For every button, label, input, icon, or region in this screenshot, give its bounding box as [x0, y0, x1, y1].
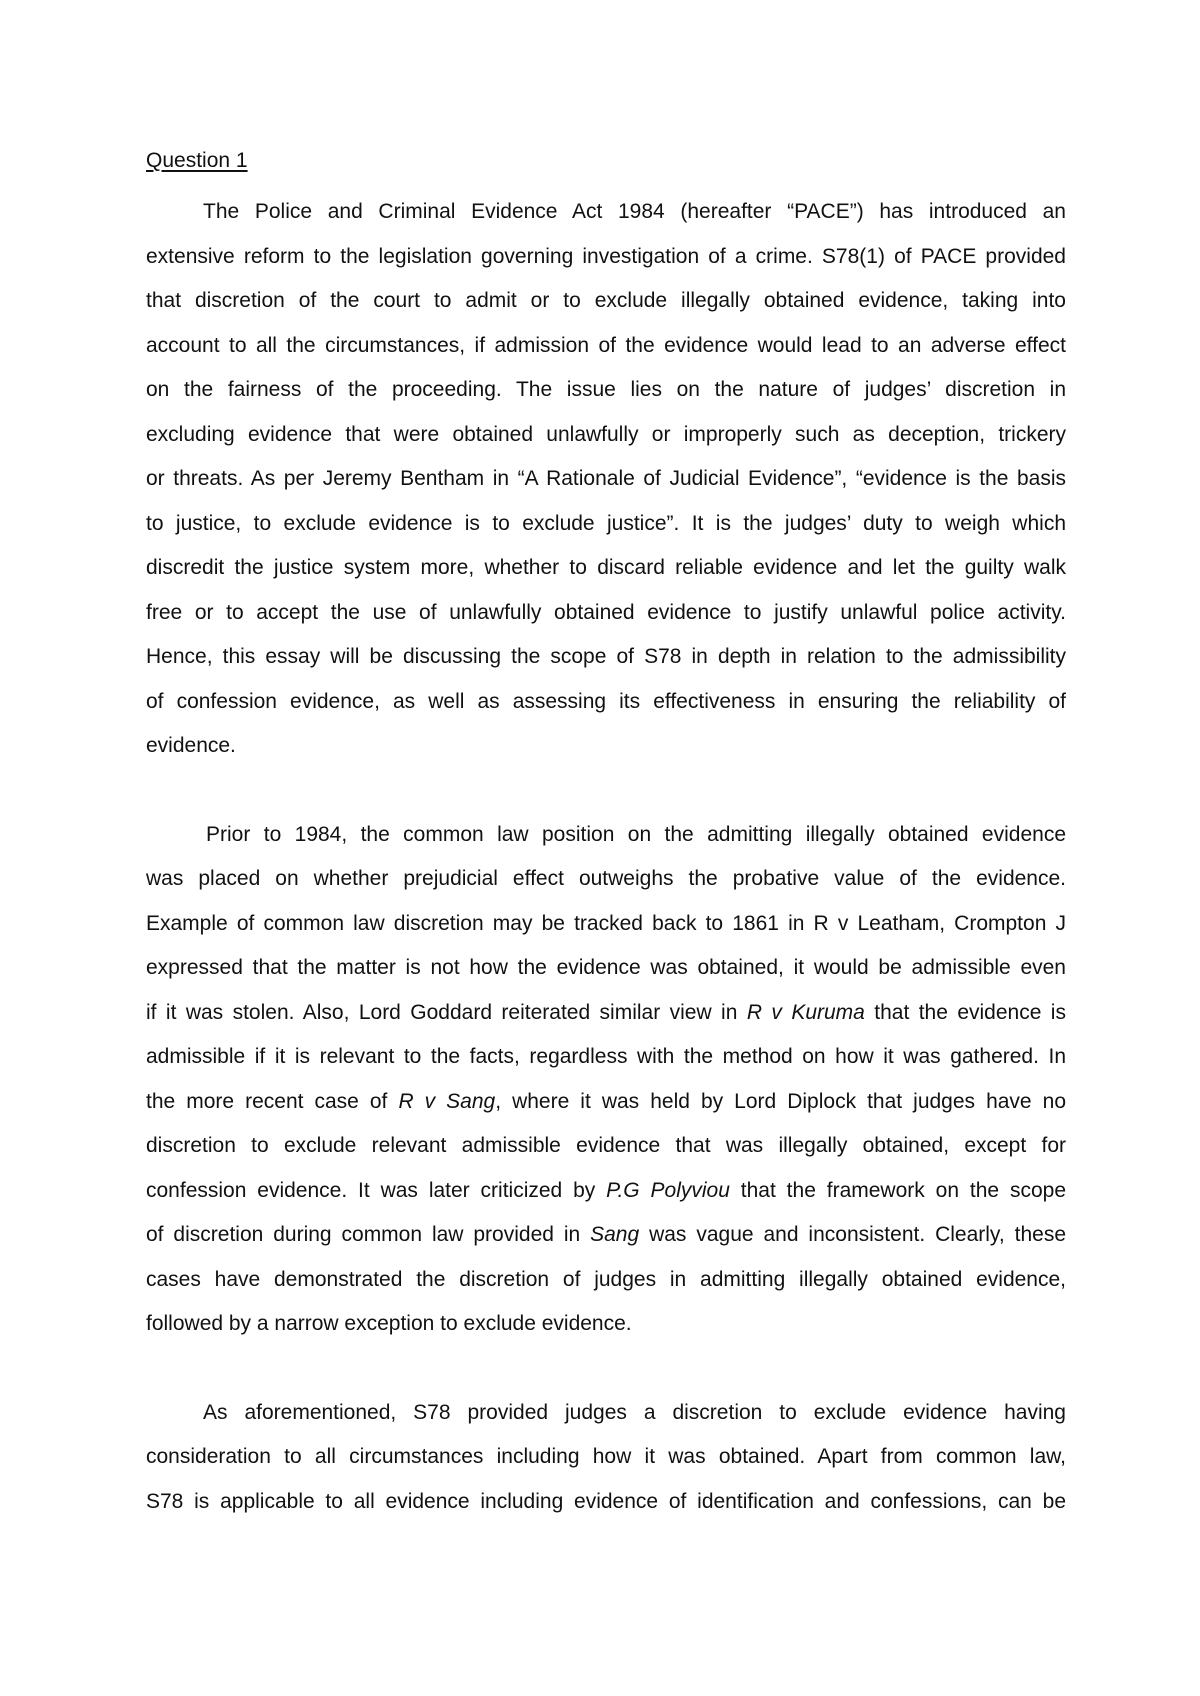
case-name-kuruma: R v Kuruma: [746, 1000, 865, 1024]
text-line: of confession evidence, as well as assessing its effectiveness in ensuring the reliability of: [146, 689, 1066, 713]
text-line: As aforementioned, S78 provided judges a discretion to exclude evidence having: [203, 1400, 1066, 1424]
case-name-sang-short: Sang: [590, 1223, 640, 1246]
text-line: admissible if it is relevant to the facts, regardless with the method on how it was gathered. In: [146, 1045, 1066, 1068]
text-line: account to all the circumstances, if admission of the evidence would lead to an adverse effect: [146, 333, 1066, 357]
text-line: that discretion of the court to admit or to exclude illegally obtained evidence, taking into: [146, 289, 1066, 312]
text-line: Prior to 1984, the common law position on the admitting illegally obtained evidence: [206, 822, 1066, 846]
text-line: if it was stolen. Also, Lord Goddard reiterated similar view in R v Kuruma that the evidence is: [146, 1000, 1066, 1024]
text-line: free or to accept the use of unlawfully obtained evidence to justify unlawful police activity.: [146, 600, 1066, 624]
text-line: Hence, this essay will be discussing the scope of S78 in depth in relation to the admissibility: [146, 645, 1066, 668]
text-line: of discretion during common law provided in Sang was vague and inconsistent. Clearly, these: [146, 1223, 1066, 1246]
text-line: evidence.: [146, 734, 236, 757]
text-line: extensive reform to the legislation governing investigation of a crime. S78(1) of PACE provided: [146, 244, 1066, 268]
question-heading: Question 1: [146, 149, 248, 172]
text-line: The Police and Criminal Evidence Act 1984 (hereafter “PACE”) has introduced an: [203, 200, 1066, 223]
case-name-sang: R v Sang: [398, 1089, 496, 1113]
paragraph-common-law-position: [146, 813, 1066, 1347]
text-line: discretion to exclude relevant admissible evidence that was illegally obtained, except for: [146, 1134, 1066, 1157]
text-line: the more recent case of R v Sang, where it was held by Lord Diplock that judges have no: [146, 1089, 1066, 1113]
text-line: expressed that the matter is not how the evidence was obtained, it would be admissible even: [146, 956, 1066, 979]
text-line: S78 is applicable to all evidence including evidence of identification and confessions, can be: [146, 1489, 1066, 1513]
text-line: discredit the justice system more, whether to discard reliable evidence and let the guilty walk: [146, 556, 1066, 579]
text-line: was placed on whether prejudicial effect outweighs the probative value of the evidence.: [146, 867, 1066, 890]
paragraph-pace-introduction: [146, 190, 1066, 769]
text-line: consideration to all circumstances including how it was obtained. Apart from common law,: [146, 1445, 1066, 1468]
text-line: excluding evidence that were obtained unlawfully or improperly such as deception, trickery: [146, 422, 1066, 446]
author-name-polyviou: P.G Polyviou: [606, 1178, 730, 1202]
text-line: followed by a narrow exception to exclude evidence.: [146, 1312, 632, 1335]
text-line: or threats. As per Jeremy Bentham in “A Rationale of Judicial Evidence”, “evidence is the basis: [146, 467, 1066, 490]
text-line: on the fairness of the proceeding. The issue lies on the nature of judges’ discretion in: [146, 378, 1066, 401]
text-line: cases have demonstrated the discretion of judges in admitting illegally obtained evidence,: [146, 1267, 1066, 1291]
text-line: Example of common law discretion may be tracked back to 1861 in R v Leatham, Crompton J: [146, 911, 1066, 935]
text-line: to justice, to exclude evidence is to exclude justice”. It is the judges’ duty to weigh which: [146, 511, 1066, 535]
paragraph-s78-scope: [146, 1391, 1066, 1525]
document-page: [146, 146, 1066, 1524]
text-line: confession evidence. It was later criticized by P.G Polyviou that the framework on the scope: [146, 1178, 1066, 1202]
